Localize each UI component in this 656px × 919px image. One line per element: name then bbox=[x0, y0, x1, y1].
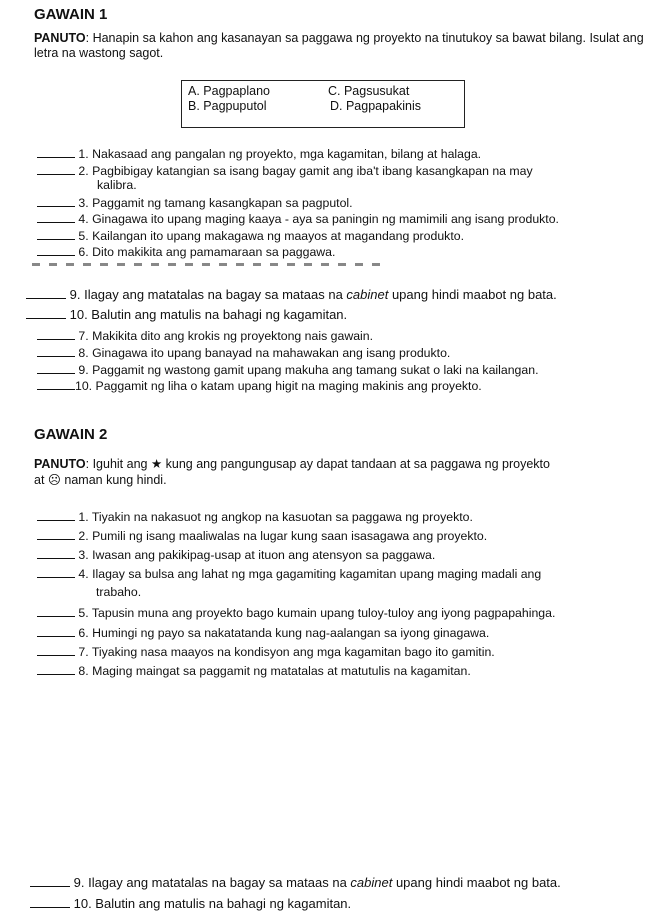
g2-item-6: 6. Humingi ng payo sa nakatatanda kung nag-aalangan sa iyong ginagawa. bbox=[37, 625, 489, 641]
g2-item-10: 10. Balutin ang matulis na bahagi ng kagamitan. bbox=[30, 896, 351, 911]
choice-c: C. Pagsusukat bbox=[328, 84, 410, 98]
gawain1-directions bbox=[34, 31, 646, 61]
g2-item-7: 7. Tiyaking nasa maayos na kondisyon ang mga kagamitan bago ito gamitin. bbox=[37, 644, 495, 660]
answer-blank[interactable] bbox=[37, 625, 75, 637]
g1-item-1: 1. Nakasaad ang pangalan ng proyekto, mga kagamitan, bilang at halaga. bbox=[37, 146, 481, 162]
gawain2-directions-line2: at ☹ naman kung hindi. bbox=[34, 473, 167, 487]
gawain1-title: GAWAIN 1 bbox=[34, 6, 108, 23]
answer-blank[interactable] bbox=[37, 328, 75, 340]
answer-blank[interactable] bbox=[26, 307, 66, 319]
directions-label: PANUTO bbox=[34, 31, 86, 45]
g1-item-10-extra: 10. Balutin ang matulis na bahagi ng kagamitan. bbox=[26, 307, 347, 322]
directions-text: : Hanapin sa kahon ang kasanayan sa paggawa ng proyekto na tinutukoy sa bawat bilang. Isulat ang letra na wastong sagot. bbox=[34, 31, 644, 60]
answer-blank[interactable] bbox=[37, 663, 75, 675]
g2-item-9: 9. Ilagay ang matatalas na bagay sa mataas na cabinet upang hindi maabot ng bata. bbox=[30, 875, 561, 890]
g1-item-7: 7. Makikita dito ang krokis ng proyektong nais gawain. bbox=[37, 328, 373, 344]
g2-item-4-cont: trabaho. bbox=[96, 585, 142, 599]
gawain2-title: GAWAIN 2 bbox=[34, 426, 108, 443]
answer-blank[interactable] bbox=[37, 146, 75, 158]
answer-blank[interactable] bbox=[37, 244, 75, 256]
answer-blank[interactable] bbox=[37, 211, 75, 223]
answer-blank[interactable] bbox=[37, 195, 75, 207]
answer-blank[interactable] bbox=[37, 566, 75, 578]
g1-item-2: 2. Pagbibigay katangian sa isang bagay gamit ang iba't ibang kasangkapan na may bbox=[37, 163, 533, 179]
choice-a: A. Pagpaplano bbox=[188, 84, 271, 98]
answer-blank[interactable] bbox=[37, 547, 75, 559]
answer-blank[interactable] bbox=[37, 605, 75, 617]
g1-item-5: 5. Kailangan ito upang makagawa ng maayos at magandang produkto. bbox=[37, 228, 464, 244]
g1-item-9: 9. Paggamit ng wastong gamit upang makuha ang tamang sukat o laki na kailangan. bbox=[37, 362, 539, 378]
g1-item-3: 3. Paggamit ng tamang kasangkapan sa pagputol. bbox=[37, 195, 353, 211]
answer-blank[interactable] bbox=[37, 528, 75, 540]
g1-item-4: 4. Ginagawa ito upang maging kaaya - aya sa paningin ng mamimili ang isang produkto. bbox=[37, 211, 559, 227]
choice-d: D. Pagpapakinis bbox=[330, 99, 422, 113]
g1-item-2-cont: kalibra. bbox=[97, 178, 137, 192]
answer-blank[interactable] bbox=[37, 509, 75, 521]
cropped-text-line bbox=[32, 263, 392, 269]
g1-item-6: 6. Dito makikita ang pamamaraan sa paggawa. bbox=[37, 244, 335, 260]
g1-item-9-extra: 9. Ilagay ang matatalas na bagay sa mataas na cabinet upang hindi maabot ng bata. bbox=[26, 287, 557, 302]
g1-item-8: 8. Ginagawa ito upang banayad na mahawakan ang isang produkto. bbox=[37, 345, 450, 361]
answer-blank[interactable] bbox=[30, 875, 70, 887]
choice-b: B. Pagpuputol bbox=[188, 99, 267, 113]
gawain2-directions-line1: PANUTO: Iguhit ang ★ kung ang pangungusap ay dapat tandaan at sa paggawa ng proyekto bbox=[34, 457, 550, 471]
answer-blank[interactable] bbox=[37, 345, 75, 357]
answer-blank[interactable] bbox=[37, 644, 75, 656]
g1-item-10: 10. Paggamit ng liha o katam upang higit na maging makinis ang proyekto. bbox=[37, 378, 482, 394]
g2-item-4: 4. Ilagay sa bulsa ang lahat ng mga gagamiting kagamitan upang maging madali ang bbox=[37, 566, 541, 582]
answer-blank[interactable] bbox=[37, 163, 75, 175]
answer-blank[interactable] bbox=[26, 287, 66, 299]
g2-item-1: 1. Tiyakin na nakasuot ng angkop na kasuotan sa paggawa ng proyekto. bbox=[37, 509, 473, 525]
answer-blank[interactable] bbox=[30, 896, 70, 908]
answer-blank[interactable] bbox=[37, 362, 75, 374]
directions-label: PANUTO bbox=[34, 457, 86, 471]
g2-item-3: 3. Iwasan ang pakikipag-usap at ituon ang atensyon sa paggawa. bbox=[37, 547, 435, 563]
g2-item-8: 8. Maging maingat sa paggamit ng matatalas at matutulis na kagamitan. bbox=[37, 663, 471, 679]
g2-item-2: 2. Pumili ng isang maaliwalas na lugar kung saan isasagawa ang proyekto. bbox=[37, 528, 487, 544]
choices-box bbox=[181, 80, 465, 128]
answer-blank[interactable] bbox=[37, 378, 75, 390]
g2-item-5: 5. Tapusin muna ang proyekto bago kumain upang tuloy-tuloy ang iyong pagpapahinga. bbox=[37, 605, 555, 621]
answer-blank[interactable] bbox=[37, 228, 75, 240]
